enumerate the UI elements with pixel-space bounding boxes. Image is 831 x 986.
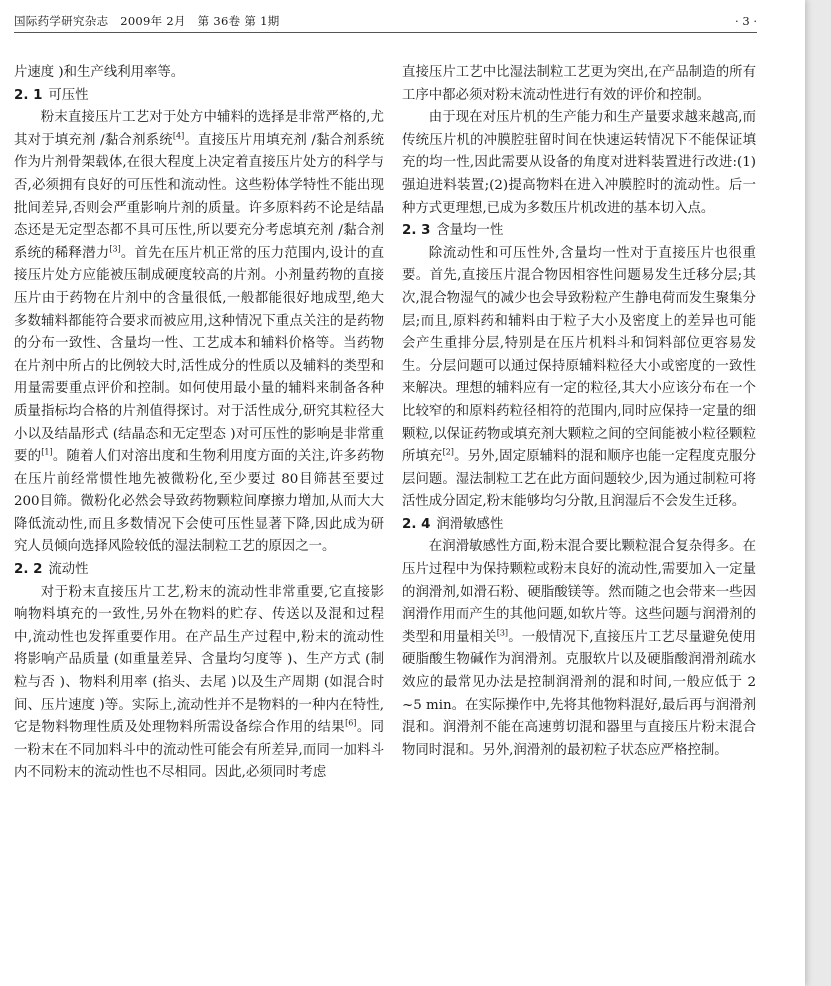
paragraph-compressibility: 粉末直接压片工艺对于处方中辅料的选择是非常严格的,尤其对于填充剂 /黏合剂系统[4]。直接压片用填充剂 /黏合剂系统作为片剂骨架载体,在很大程度上决定着直接压片处方的科学与否,必须拥有良好的可压性和流动性。这些粉体学特性不能出现批间差异,否则会严重影响片剂的质量。许多原料药不论是结晶态还是无定型态都不具可压性,所以要充分考虑填充剂 /黏合剂系统的稀释潜力[3]。首先在压片机正常的压力范围内,设计的直接压片处方应能被压制成硬度较高的片剂。小剂量药物的直接压片由于药物在片剂中的含量很低,一般都能很好地成型,绝大多数辅料都能符合要求而被应用,这种情况下重点关注的是药物的分布一致性、含量均一性、工艺成本和辅料价格等。当药物在片剂中所占的比例较大时,活性成分的性质以及辅料的类型和用量需要重点评价和控制。如何使用最小量的辅料来制备各种质量指标均合格的片剂值得探讨。对于活性成分,研究其粒径大小以及结晶形式 (结晶态和无定型态 )对可压性的影响是非常重要的[1]。随着人们对溶出度和生物利用度方面的关注,许多药物在压片前经常惯性地先被微粉化,至少要过 80目筛甚至要过 200目筛。微粉化必然会导致药物颗粒间摩擦力增加,从而大大降低流动性,而且多数情况下会使可压性显著下降,因此成为研究人员倾向选择风险较低的湿法制粒工艺的原因之一。 xyxy=(14,110,384,555)
paragraph-lubrication: 在润滑敏感性方面,粉末混合要比颗粒混合复杂得多。在压片过程中为保持颗粒或粉末良好的流动性,需要加入一定量的润滑剂,如滑石粉、硬脂酸镁等。然而随之也会带来一些因润滑作用而产生的其他问题,如软片等。这些问题与润滑剂的类型和用量相关[3]。一般情况下,直接压片工艺尽量避免使用硬脂酸生物碱作为润滑剂。克服软片以及硬脂酸润滑剂疏水效应的最常见办法是控制润滑剂的混和时间,一般应低于 2 ~5 min。在实际操作中,先将其他物料混好,最后再与润滑剂混和。润滑剂不能在高速剪切混和器里与直接压片粉末混合物同时混和。另外,润滑剂的最初粒子状态应严格控制。 xyxy=(402,539,756,758)
paragraph-flowability: 对于粉末直接压片工艺,粉末的流动性非常重要,它直接影响物料填充的一致性,另外在物料的贮存、传送以及混和过程中,流动性也发挥重要作用。在产品生产过程中,粉末的流动性将影响产品质量 (如重量差异、含量均匀度等 )、生产方式 (制粒与否 )、物料利用率 (掐头、去尾 )以及生产周期 (如混合时间、压片速度 )等。实际上,流动性并不是物料的一种内在特性,它是物料物理性质及处理物料所需设备综合作用的结果[6]。同一粉末在不同加料斗中的流动性可能会有所差异,而同一加料斗内不同粉末的流动性也不尽相同。因此,必须同时考虑 xyxy=(14,584,384,781)
citation: [3] xyxy=(109,244,121,254)
journal-citation: 国际药学研究杂志 2009年 2月 第 36卷 第 1期 xyxy=(14,14,280,28)
paragraph-content-uniformity: 除流动性和可压性外,含量均一性对于直接压片也很重要。首先,直接压片混合物因相容性问题易发生迁移分层;其次,混合物湿气的减少也会导致粉粒产生静电荷而发生聚集分层;而且,原料药和辅料由于粒子大小及密度上的差异也可能会产生重排分层,特别是在压片机料斗和饲料部位更容易发生。分层问题可以通过保持原辅料粒径大小或密度的一致性来解决。理想的辅料应有一定的粒径,其大小应该分布在一个比较窄的和原料药粒径相符的范围内,同时应保持一定量的细颗粒,以保证药物或填充剂大颗粒之间的空间能被小粒径颗粒所填充[2]。另外,固定原辅料的混和顺序也能一定程度克服分层问题。湿法制粒工艺在此方面问题较少,因为通过制粒可将活性成分固定,粉末能够均匀分散,且润湿后不会发生迁移。 xyxy=(402,245,756,510)
section-heading-2-2 xyxy=(14,559,384,582)
citation: [3] xyxy=(496,628,509,638)
left-column xyxy=(14,62,384,986)
section-number: 2. 2 xyxy=(14,562,43,578)
section-heading-2-1 xyxy=(14,85,384,108)
section-title: 含量均一性 xyxy=(436,223,504,239)
page-number: · 3 · xyxy=(735,14,757,28)
section-number: 2. 3 xyxy=(402,223,431,239)
section-title: 可压性 xyxy=(48,87,89,103)
citation: [6] xyxy=(345,718,357,728)
section-heading-2-3 xyxy=(402,220,756,243)
citation: [4] xyxy=(172,131,185,141)
section-number: 2. 4 xyxy=(402,516,431,532)
paragraph-feeder: 由于现在对压片机的生产能力和生产量要求越来越高,而传统压片机的冲膜腔驻留时间在快速运转情况下不能保证填充的均一性,因此需要从设备的角度对进料装置进行改进:(1)强迫进料装置;(2)提高物料在进入冲膜腔时的流动性。后一种方式更理想,已成为多数压片机改进的基本切入点。 xyxy=(402,110,756,216)
paragraph-continued: 直接压片工艺中比湿法制粒工艺更为突出,在产品制造的所有工序中都必须对粉末流动性进行有效的评价和控制。 xyxy=(402,65,756,103)
citation: [1] xyxy=(41,447,53,457)
section-title: 流动性 xyxy=(48,562,89,578)
right-column xyxy=(402,62,756,986)
section-number: 2. 1 xyxy=(14,87,43,103)
section-heading-2-4 xyxy=(402,514,756,537)
section-title: 润滑敏感性 xyxy=(436,516,504,532)
running-header xyxy=(14,10,757,33)
paragraph-continued: 片速度 )和生产线利用率等。 xyxy=(14,65,185,80)
citation: [2] xyxy=(442,447,454,457)
